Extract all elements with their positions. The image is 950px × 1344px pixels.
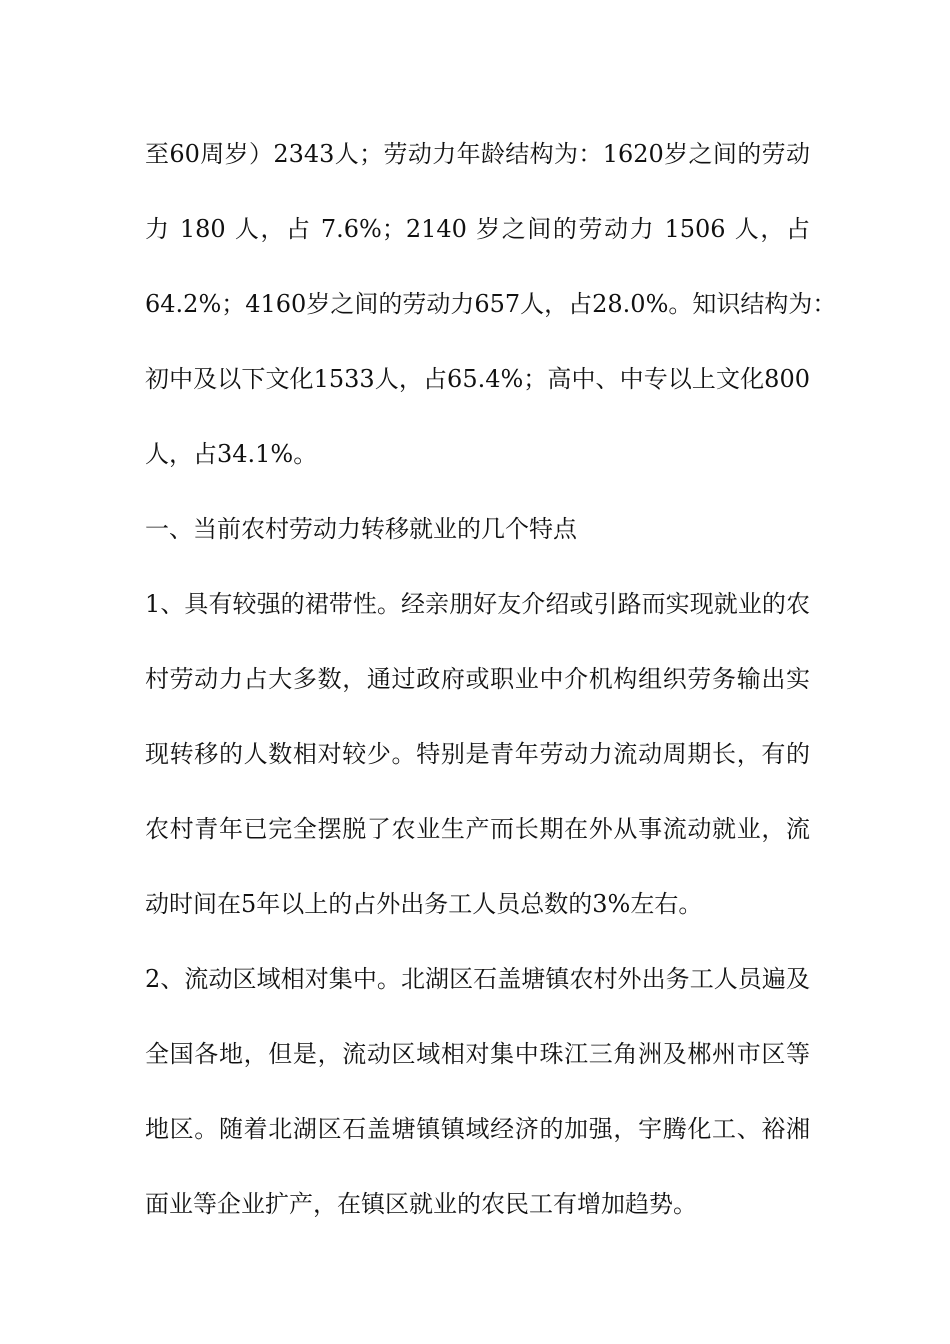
section-heading: 一、当前农村劳动力转移就业的几个特点 <box>145 515 577 543</box>
text-line: 动时间在5年以上的占外出务工人员总数的3%左右。 <box>145 890 703 918</box>
text-line: 全国各地，但是，流动区域相对集中珠江三角洲及郴州市区等 <box>145 1040 810 1068</box>
text-line: 64.2%；4160岁之间的劳动力657人，占28.0%。知识结构为： <box>145 290 837 318</box>
text-line: 至60周岁）2343人；劳动力年龄结构为：1620岁之间的劳动 <box>145 140 810 168</box>
text-line: 地区。随着北湖区石盖塘镇镇域经济的加强，宇腾化工、裕湘 <box>145 1115 810 1143</box>
text-line: 农村青年已完全摆脱了农业生产而长期在外从事流动就业，流 <box>145 815 810 843</box>
body-text <box>145 129 837 1254</box>
text-line: 人，占34.1%。 <box>145 440 318 468</box>
text-line: 力 180 人，占 7.6%；2140 岁之间的劳动力 1506 人，占 <box>145 215 810 243</box>
text-line: 面业等企业扩产，在镇区就业的农民工有增加趋势。 <box>145 1190 697 1218</box>
text-line: 2、流动区域相对集中。北湖区石盖塘镇农村外出务工人员遍及 <box>145 965 810 993</box>
text-line: 村劳动力占大多数，通过政府或职业中介机构组织劳务输出实 <box>145 665 810 693</box>
text-line: 现转移的人数相对较少。特别是青年劳动力流动周期长，有的 <box>145 740 810 768</box>
text-line: 初中及以下文化1533人，占65.4%；高中、中专以上文化800 <box>145 365 810 393</box>
text-line: 1、具有较强的裙带性。经亲朋好友介绍或引路而实现就业的农 <box>145 590 810 618</box>
